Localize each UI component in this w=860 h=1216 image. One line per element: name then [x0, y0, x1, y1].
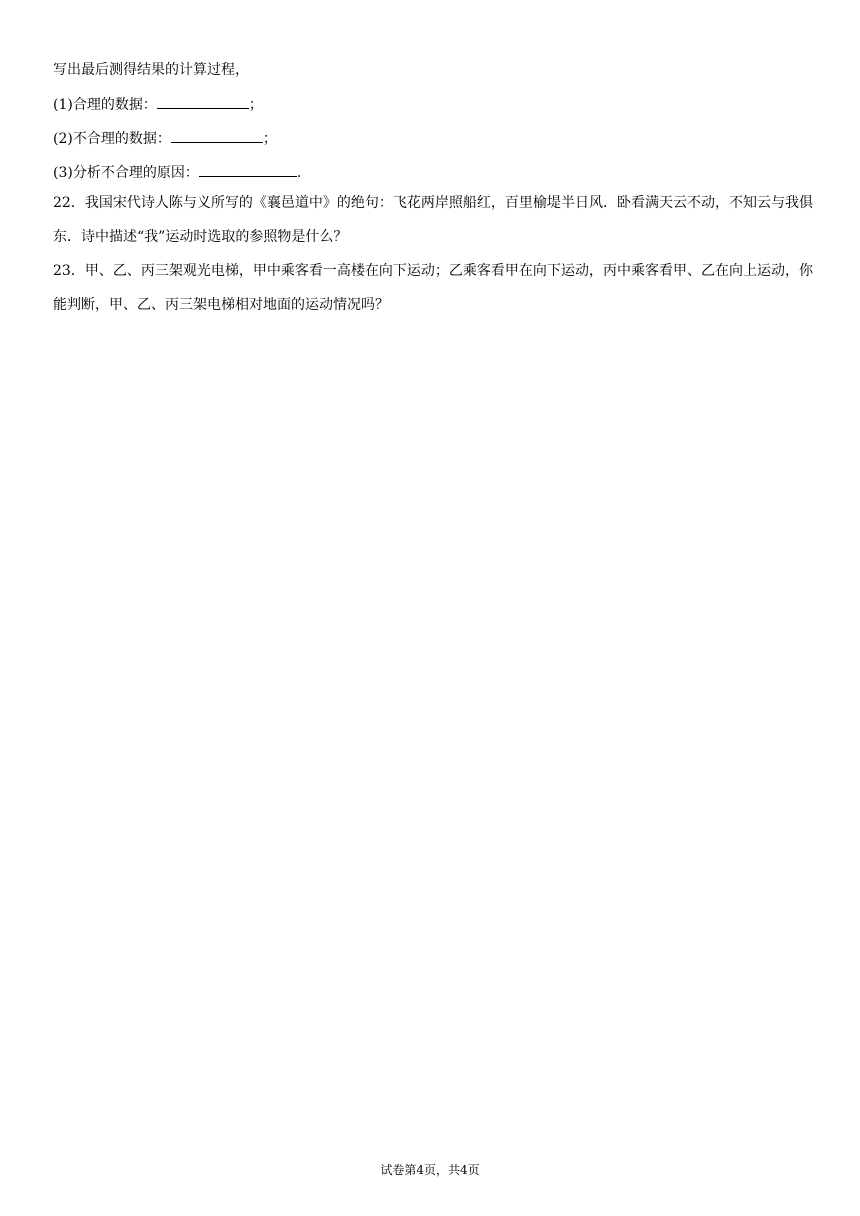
intro-text: 写出最后测得结果的计算过程，: [53, 62, 249, 78]
question-23: 23．甲、乙、丙三架观光电梯，甲中乘客看一高楼在向下运动；乙乘客看甲在向下运动，丙中乘客看甲、乙在向上运动，你能判断，甲、乙、丙三架电梯相对地面的运动情况吗？: [53, 263, 813, 313]
blank-item-1: [53, 94, 263, 115]
answer-blank-2: [171, 128, 263, 143]
blank-item-2: [53, 128, 277, 149]
item-2-prefix: (2)不合理的数据：: [53, 131, 171, 147]
item-3-suffix: .: [296, 165, 302, 181]
item-1-prefix: (1)合理的数据：: [53, 97, 157, 113]
item-1-suffix: ；: [248, 97, 263, 113]
item-2-suffix: ；: [262, 131, 277, 147]
answer-blank-1: [157, 94, 249, 109]
blank-item-3: [53, 162, 301, 183]
question-22: 22．我国宋代诗人陈与义所写的《襄邑道中》的绝句：飞花两岸照船红，百里榆堤半日风．卧看满天云不动，不知云与我俱东．诗中描述“我”运动时选取的参照物是什么？: [53, 195, 813, 245]
page-footer: 试卷第4页，共4页: [380, 1163, 480, 1177]
item-3-prefix: (3)分析不合理的原因：: [53, 165, 199, 181]
answer-blank-3: [199, 162, 297, 177]
